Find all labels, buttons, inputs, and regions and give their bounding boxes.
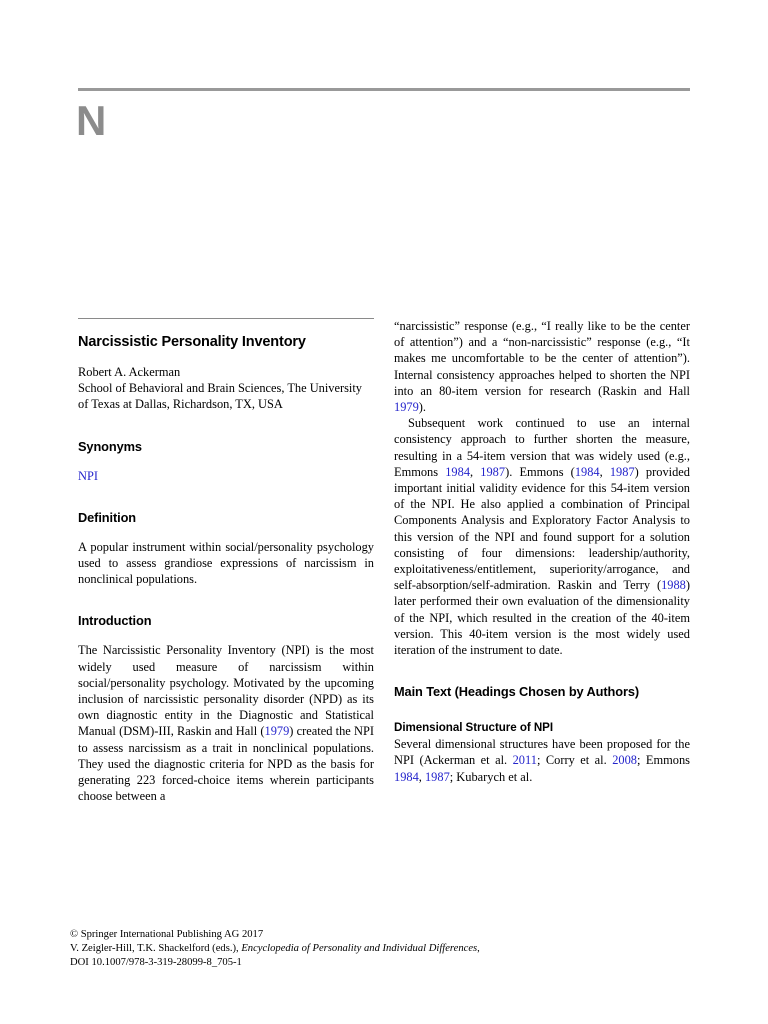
dimensional-paragraph	[394, 736, 690, 785]
author-affiliation: School of Behavioral and Brain Sciences, The University of Texas at Dallas, Richardson, TX, USA	[78, 381, 362, 412]
right-p2-sep1: ,	[470, 464, 481, 479]
heading-main-text: Main Text (Headings Chosen by Authors)	[394, 684, 640, 700]
footer-editors-line	[70, 942, 690, 956]
intro-text-part2: ) created the NPI to assess narcissism as a trait in nonclinical populations. They used the diagnostic criteria for NPD as the basis for generating 223 forced-choice items wherein participants choose between a	[78, 724, 374, 804]
right-p2-part3: ) provided important initial validity evidence for this 54-item version of the NPI. He also applied a combination of Principal Components Analysis and Exploratory Factor Analysis to this version of the NPI and found support for a solution consisting of four dimensions: leadership/authority, exploitativeness/entitlement, superiority/arrogance, and self-absorption/self-admiration. Raskin and Terry (	[394, 464, 690, 593]
footer-doi: DOI 10.1007/978-3-319-28099-8_705-1	[70, 957, 242, 969]
right-p1-part2: ).	[418, 400, 427, 415]
citation-raskin-terry-1988[interactable]: 1988	[661, 578, 686, 593]
right-paragraph-2	[394, 415, 690, 658]
synonyms-list	[78, 468, 374, 484]
right-p2-sep2: ,	[599, 464, 610, 479]
author-name: Robert A. Ackerman	[78, 365, 181, 379]
right-p2-part1: Subsequent work continued to use an internal consistency approach to further shorten the measure, resulting in a 54-item version that was widely used (e.g., Emmons	[394, 416, 690, 479]
heading-introduction: Introduction	[78, 613, 152, 629]
page-footer	[70, 928, 690, 971]
citation-emmons-1987-a[interactable]: 1987	[480, 464, 506, 479]
two-column-body	[78, 318, 690, 918]
citation-raskin-hall-1979[interactable]: 1979	[264, 724, 290, 739]
definition-paragraph: A popular instrument within social/personality psychology used to assess grandiose expressions of narcissism in nonclinical populations.	[78, 539, 374, 587]
heading-synonyms: Synonyms	[78, 438, 142, 454]
dim-part3: ; Emmons	[636, 753, 690, 768]
footer-editors: V. Zeigler-Hill, T.K. Shackelford (eds.),	[70, 943, 242, 955]
right-column	[394, 318, 690, 785]
citation-corry-2008[interactable]: 2008	[612, 753, 637, 768]
citation-emmons-1984-b[interactable]: 1984	[574, 464, 600, 479]
author-block	[78, 364, 374, 413]
entry-top-rule	[78, 318, 374, 319]
citation-emmons-1984-c[interactable]: 1984	[394, 769, 419, 784]
citation-emmons-1984-a[interactable]: 1984	[445, 464, 471, 479]
heading-dimensional-structure: Dimensional Structure of NPI	[394, 721, 554, 735]
citation-emmons-1987-c[interactable]: 1987	[424, 769, 450, 784]
right-p2-part2: ). Emmons (	[505, 464, 575, 479]
dim-part4: ; Kubarych et al.	[449, 769, 533, 784]
heading-definition: Definition	[78, 509, 136, 525]
synonym-link-npi[interactable]: NPI	[78, 468, 98, 483]
right-p1-part1: “narcissistic” response (e.g., “I really like to be the center of attention”) and a “non-narcissistic” response (e.g., “It makes me uncomfortable to be the center of attention”). Internal consistency approaches helped to shorten the NPI into an 80-item version for research (Raskin and Hall	[394, 319, 690, 398]
entry-title: Narcissistic Personality Inventory	[78, 334, 306, 350]
introduction-paragraph	[78, 642, 374, 804]
footer-book-title: Encyclopedia of Personality and Individual Differences	[241, 943, 478, 955]
citation-emmons-1987-b[interactable]: 1987	[609, 464, 635, 479]
dim-sep: ,	[418, 769, 425, 784]
footer-editors-end: ,	[477, 943, 480, 955]
citation-ackerman-2011[interactable]: 2011	[512, 753, 537, 768]
dim-part1: Several dimensional structures have been proposed for the NPI (Ackerman et al.	[394, 737, 690, 768]
intro-text-part1: The Narcissistic Personality Inventory (NPI) is the most widely used measure of narcissism within social/personality psychology. Motivated by the upcoming inclusion of narcissistic personality disorder (NPD) as its own diagnostic entity in the Diagnostic and Statistical Manual (DSM)-III, Raskin and Hall (	[78, 643, 374, 739]
right-p2-part4: ) later performed their own evaluation of the dimensionality of the NPI, which resulted in the creation of the 40-item version. This 40-item version is the most widely used iteration of the instrument to date.	[394, 578, 690, 658]
citation-raskin-hall-1979-right[interactable]: 1979	[394, 400, 419, 415]
right-paragraph-1	[394, 318, 690, 415]
running-head-rule	[78, 88, 690, 91]
footer-copyright: © Springer International Publishing AG 2017	[70, 929, 264, 940]
alphabet-letter-head: N	[76, 97, 106, 144]
left-column	[78, 318, 374, 804]
dim-part2: ; Corry et al.	[536, 753, 613, 768]
